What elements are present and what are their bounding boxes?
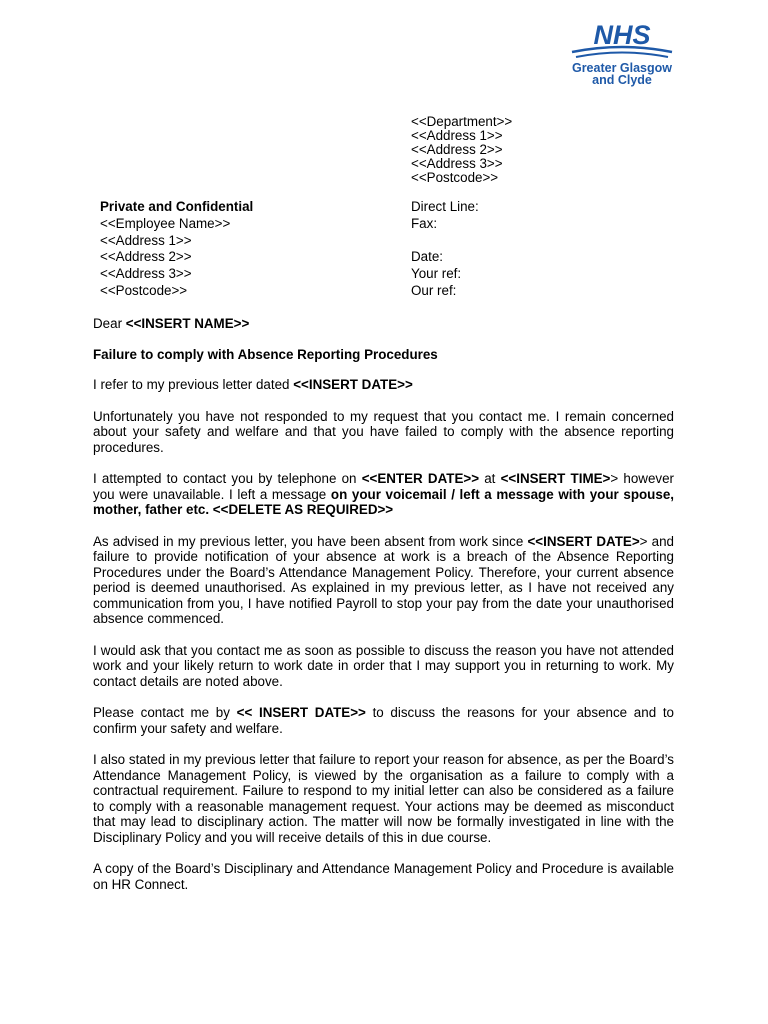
logo-line-2: and Clyde: [592, 73, 652, 87]
paragraph-6: [93, 705, 674, 736]
employee-name: <<Employee Name>>: [100, 215, 231, 231]
employee-address-block: [100, 199, 253, 300]
employee-address-2: <<Address 2>>: [100, 249, 192, 265]
subject-text: Failure to comply with Absence Reporting Procedures: [93, 346, 438, 362]
salutation-prefix: Dear: [93, 316, 126, 331]
p6-a: Please contact me by: [93, 705, 237, 720]
confidential-heading: Private and Confidential: [100, 199, 254, 214]
date-label: Date:: [411, 249, 444, 265]
p3-c: > however you were unavailable. I left a message: [93, 471, 674, 502]
employee-address-3: <<Address 3>>: [100, 266, 192, 282]
logo-line-1: Greater Glasgow: [571, 61, 673, 75]
address-line-1: <<Address 1>>: [411, 128, 503, 143]
direct-line-label: Direct Line:: [411, 199, 479, 214]
contact-details-block: [411, 199, 479, 300]
our-ref-label: Our ref:: [411, 282, 457, 298]
contact-spacer: [411, 233, 479, 250]
p1-text: I refer to my previous letter dated: [93, 377, 294, 392]
nhs-logo: [566, 22, 678, 88]
paragraph-5: I would ask that you contact me as soon as possible to discuss the reason you have not attended work and your likely return to work date in order that I may support you in returning to work. My contact details are noted above.: [93, 642, 674, 689]
paragraph-7: I also stated in my previous letter that failure to report your reason for absence, as per the Board’s Attendance Management Policy, is viewed by the organisation as a failure to comply with a contractual requirement. Failure to respond to my initial letter can also be considered as a failure to comply with a reasonable management request. Your actions may be deemed as misconduct that may lead to disciplinary action. The matter will now be formally investigated in line with the Disciplinary Policy and you will receive details of this in due course.: [93, 752, 674, 845]
recipient-address-block: [411, 115, 512, 185]
p6-b: to discuss the reasons for your absence and to confirm your safety and welfare.: [93, 705, 674, 736]
p4-a: As advised in my previous letter, you have been absent from work since: [93, 533, 528, 549]
p3-bold: on your voicemail / left a message with your spouse, mother, father etc. <<DELETE AS REQUIRED>>: [93, 486, 674, 517]
paragraph-2: Unfortunately you have not responded to my request that you contact me. I remain concerned about your safety and welfare and that you have failed to comply with the absence reporting procedures.: [93, 408, 674, 455]
your-ref-label: Your ref:: [411, 266, 462, 282]
nhs-logo-mark: [566, 22, 678, 62]
p3-b: at: [479, 471, 501, 486]
employee-address-1: <<Address 1>>: [100, 232, 192, 248]
p3-time: <<INSERT TIME>: [500, 471, 611, 486]
paragraph-4: [93, 534, 674, 627]
salutation: [93, 316, 674, 332]
employee-postcode: <<Postcode>>: [100, 282, 188, 298]
salutation-name: <<INSERT NAME>>: [125, 316, 250, 331]
letter-body: [93, 316, 674, 908]
address-line-3: <<Address 3>>: [411, 156, 503, 171]
p3-date: <<ENTER DATE>>: [361, 471, 480, 486]
p4-date: <<INSERT DATE>: [527, 533, 640, 549]
p4-b: > and failure to provide notification of your absence at work is a breach of the Absence Reporting Procedures under the Board’s Attendance Management Policy. Therefore, your current absence period is deemed unauthorised. As explained in my previous letter, as I have not received any communication from you, I have notified Payroll to stop your pay from the date your unauthorised absence commenced.: [93, 533, 674, 626]
p1-date: <<INSERT DATE>>: [293, 377, 413, 392]
address-line-2: <<Address 2>>: [411, 142, 503, 157]
subject-line: [93, 347, 674, 363]
p3-a: I attempted to contact you by telephone on: [93, 471, 362, 486]
postcode: <<Postcode>>: [411, 170, 499, 185]
paragraph-1: [93, 377, 674, 393]
department: <<Department>>: [411, 114, 513, 129]
nhs-wordmark: NHS: [593, 22, 651, 50]
p6-date: << INSERT DATE>>: [236, 705, 366, 720]
paragraph-3: [93, 471, 674, 518]
paragraph-8: A copy of the Board’s Disciplinary and Attendance Management Policy and Procedure is available on HR Connect.: [93, 861, 674, 892]
fax-label: Fax:: [411, 215, 438, 231]
